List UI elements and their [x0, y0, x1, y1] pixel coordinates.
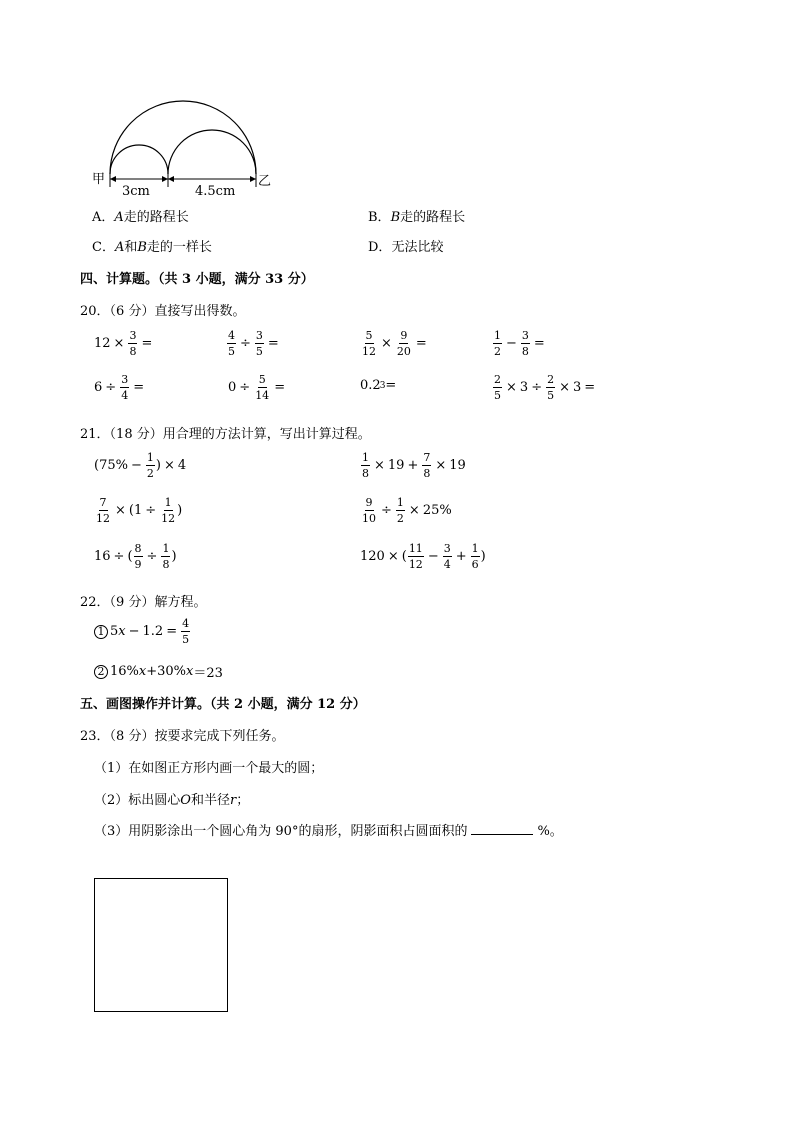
- operator: ×: [506, 380, 517, 395]
- denominator: 5: [494, 389, 501, 402]
- q23-step-1: （1）在如图正方形内画一个最大的圆；: [94, 761, 324, 776]
- numerator: 1: [146, 451, 154, 464]
- operator: ×: [163, 458, 175, 473]
- operator: ÷: [105, 380, 117, 395]
- equals: =: [166, 624, 178, 639]
- fraction: [521, 330, 530, 357]
- exponent: 3: [379, 380, 386, 391]
- arrow-left-icon: [168, 176, 174, 182]
- option-b-prefix: B．: [368, 210, 391, 225]
- paren: ): [171, 549, 177, 564]
- option-b-var: B: [390, 210, 401, 225]
- operator: ×: [115, 503, 126, 518]
- numerator: 2: [494, 373, 501, 386]
- numerator: 8: [134, 542, 142, 555]
- numerator: 3: [255, 329, 263, 342]
- operator: ×: [381, 336, 392, 351]
- fraction: [422, 452, 431, 479]
- fraction: [396, 330, 412, 357]
- operator: ×: [387, 549, 399, 564]
- equals: =: [274, 380, 286, 395]
- fraction: [361, 330, 377, 357]
- q23-step-3: [94, 820, 563, 839]
- equals: =: [584, 380, 596, 395]
- section-5-title: 五、画图操作并计算。（共 2 小题，满分 12 分）: [80, 697, 366, 712]
- arrow-right-icon: [250, 176, 256, 182]
- numerator: 1: [164, 496, 172, 509]
- semicircle-figure: [88, 92, 278, 202]
- option-c-var1: A: [114, 240, 125, 255]
- operator: ÷: [531, 380, 543, 395]
- arrow-right-icon: [162, 176, 168, 182]
- numerator: 2: [547, 373, 555, 386]
- equals: =: [415, 336, 427, 351]
- q20-expr-3: [360, 330, 430, 357]
- denominator: 5: [547, 389, 555, 402]
- q20-expr-4: [492, 330, 548, 357]
- numerator: 1: [471, 542, 479, 555]
- fraction: [408, 543, 424, 570]
- step-3-text: （3）用阴影涂出一个圆心角为 90°的扇形，阴影面积占圆面积的: [94, 824, 468, 839]
- q20-expr-6: [228, 374, 288, 401]
- operator: −: [130, 458, 142, 473]
- operator: +: [407, 458, 419, 473]
- fraction: [443, 543, 452, 570]
- numerator: 7: [423, 451, 431, 464]
- denominator: 8: [129, 345, 137, 358]
- option-c-var2: B: [137, 240, 147, 255]
- q21-expr-6: [360, 543, 486, 570]
- numerator: 5: [365, 329, 373, 342]
- denominator: 8: [423, 467, 431, 480]
- paren: ): [177, 503, 183, 518]
- option-b-text: 走的路程长: [400, 210, 466, 225]
- operator: ×: [374, 458, 385, 473]
- q21-title: 21．（18 分）用合理的方法计算，写出计算过程。: [80, 427, 371, 442]
- denominator: 5: [182, 633, 190, 646]
- numerator: 1: [494, 329, 501, 342]
- option-a[interactable]: [92, 206, 189, 225]
- q22-equation-1: [94, 618, 191, 645]
- circled-number-1: 1: [94, 625, 108, 639]
- fraction: [396, 497, 405, 524]
- operator: +: [455, 549, 467, 564]
- denominator: 10: [362, 512, 376, 525]
- operator: ×: [113, 336, 125, 351]
- option-c[interactable]: [92, 236, 212, 255]
- option-c-text: 走的一样长: [146, 240, 212, 255]
- operand: 0: [228, 380, 237, 395]
- q22-equation-2: [94, 662, 223, 681]
- step-3-text: %。: [537, 824, 563, 839]
- step-2-text: ；: [236, 793, 250, 808]
- operand: 12: [94, 336, 111, 351]
- fraction: [146, 452, 155, 479]
- q20-expr-1: [94, 330, 155, 357]
- denominator: 2: [494, 345, 501, 358]
- step-2-text: （2）标出圆心: [94, 793, 181, 808]
- fraction: [361, 452, 370, 479]
- q21-expr-4: [360, 497, 452, 524]
- equation-part: +30%: [146, 664, 187, 679]
- dimension-label-2: 4.5cm: [195, 184, 236, 199]
- variable: x: [186, 664, 194, 679]
- operand: 25%: [422, 503, 452, 518]
- numerator: 1: [362, 451, 369, 464]
- option-d-text: 无法比较: [391, 240, 444, 255]
- fraction: [128, 330, 137, 357]
- q20-expr-8: [492, 374, 598, 401]
- step-2-text: 和半径: [190, 793, 230, 808]
- q23-title: 23．（8 分）按要求完成下列任务。: [80, 729, 285, 744]
- numerator: 7: [99, 496, 107, 509]
- paren: (: [127, 549, 133, 564]
- operator: ÷: [113, 549, 125, 564]
- option-b[interactable]: [368, 206, 465, 225]
- fraction: [227, 330, 236, 357]
- fraction: [361, 497, 377, 524]
- point-yi-label: 乙: [258, 174, 272, 189]
- fraction: [254, 374, 270, 401]
- answer-blank[interactable]: [471, 822, 533, 835]
- equals: =: [533, 336, 545, 351]
- q23-step-2: [94, 789, 249, 808]
- denominator: 4: [121, 389, 129, 402]
- section-4-title: 四、计算题。（共 3 小题，满分 33 分）: [80, 272, 314, 287]
- equals: =: [385, 378, 397, 393]
- numerator: 4: [182, 617, 190, 630]
- option-a-prefix: A．: [92, 210, 115, 225]
- denominator: 6: [471, 558, 479, 571]
- numerator: 3: [443, 542, 451, 555]
- operand: 19: [387, 458, 405, 473]
- q21-expr-2: [360, 452, 466, 479]
- denominator: 4: [443, 558, 451, 571]
- denominator: 12: [408, 558, 423, 571]
- fraction: [493, 374, 502, 401]
- denominator: 12: [161, 512, 176, 525]
- operand: 19: [449, 458, 466, 473]
- medium-semicircle: [168, 130, 256, 174]
- operand: 1.2: [142, 624, 164, 639]
- operator: ×: [435, 458, 447, 473]
- base: 0.2: [360, 378, 381, 393]
- equals: =: [133, 380, 145, 395]
- denominator: 12: [362, 345, 376, 358]
- denominator: 5: [255, 345, 263, 358]
- numerator: 1: [162, 542, 170, 555]
- operator: ÷: [146, 549, 158, 564]
- point-jia-label: 甲: [92, 172, 106, 187]
- equals: =: [267, 336, 279, 351]
- center-label: O: [180, 793, 191, 808]
- large-semicircle: [110, 101, 256, 174]
- variable: x: [138, 664, 147, 679]
- operand: 3: [573, 380, 582, 395]
- small-semicircle: [110, 145, 168, 174]
- operand: (1: [128, 503, 143, 518]
- numerator: 3: [129, 329, 137, 342]
- operator: −: [506, 336, 517, 351]
- operator: ×: [408, 503, 420, 518]
- fraction: [161, 543, 170, 570]
- fraction: [255, 330, 264, 357]
- numerator: 4: [228, 329, 235, 342]
- paren: ): [480, 549, 486, 564]
- equals: =: [141, 336, 153, 351]
- fraction: [181, 618, 190, 645]
- operator: ÷: [145, 503, 157, 518]
- paren: ): [155, 458, 161, 473]
- q20-expr-5: [94, 374, 147, 401]
- radius-label: r: [229, 793, 237, 808]
- option-d-prefix: D．: [368, 240, 392, 255]
- fraction: [95, 497, 111, 524]
- q21-expr-5: [94, 543, 177, 570]
- operator: ÷: [240, 336, 251, 351]
- fraction: [160, 497, 176, 524]
- q22-title: 22．（9 分）解方程。: [80, 595, 207, 610]
- option-c-mid: 和: [124, 240, 138, 255]
- denominator: 8: [521, 345, 529, 358]
- equation-part: 16%: [110, 664, 139, 679]
- arrow-left-icon: [110, 176, 116, 182]
- circled-number-2: 2: [94, 665, 108, 679]
- dimension-label-1: 3cm: [122, 184, 150, 199]
- q20-title: 20．（6 分）直接写出得数。: [80, 304, 246, 319]
- denominator: 2: [146, 467, 154, 480]
- denominator: 12: [96, 512, 110, 525]
- operator: −: [427, 549, 439, 564]
- option-a-text: 走的路程长: [123, 210, 189, 225]
- numerator: 9: [365, 496, 373, 509]
- fraction: [120, 374, 129, 401]
- numerator: 9: [400, 329, 408, 342]
- paren: (: [401, 549, 407, 564]
- numerator: 3: [521, 329, 529, 342]
- operator: ×: [559, 380, 570, 395]
- numerator: 1: [396, 496, 404, 509]
- coefficient: 5: [110, 624, 119, 639]
- option-a-var: A: [114, 210, 124, 225]
- variable: x: [118, 624, 126, 639]
- option-c-prefix: C．: [92, 240, 115, 255]
- denominator: 2: [396, 512, 404, 525]
- operator: ÷: [239, 380, 251, 395]
- denominator: 20: [396, 345, 411, 358]
- numerator: 5: [258, 373, 266, 386]
- operand: 6: [94, 380, 103, 395]
- equation-part: ＝23: [193, 666, 223, 681]
- operand: 3: [519, 380, 529, 395]
- denominator: 8: [362, 467, 369, 480]
- operand: 16: [94, 549, 111, 564]
- q21-expr-3: [94, 497, 182, 524]
- option-d[interactable]: [368, 236, 443, 255]
- numerator: 11: [408, 542, 423, 555]
- operand: (75%: [94, 458, 128, 473]
- operand: 4: [177, 458, 187, 473]
- q20-expr-7: [360, 378, 396, 393]
- denominator: 9: [134, 558, 142, 571]
- numerator: 3: [121, 373, 129, 386]
- operator: ÷: [381, 503, 392, 518]
- drawing-square[interactable]: [94, 878, 228, 1012]
- fraction: [134, 543, 143, 570]
- q21-expr-1: [94, 452, 186, 479]
- fraction: [493, 330, 502, 357]
- operator: −: [128, 624, 140, 639]
- fraction: [471, 543, 480, 570]
- denominator: 5: [228, 345, 235, 358]
- q20-expr-2: [226, 330, 282, 357]
- semicircle-diagram: [88, 92, 278, 202]
- denominator: 14: [255, 389, 270, 402]
- denominator: 8: [162, 558, 170, 571]
- fraction: [546, 374, 555, 401]
- operand: 120: [360, 549, 385, 564]
